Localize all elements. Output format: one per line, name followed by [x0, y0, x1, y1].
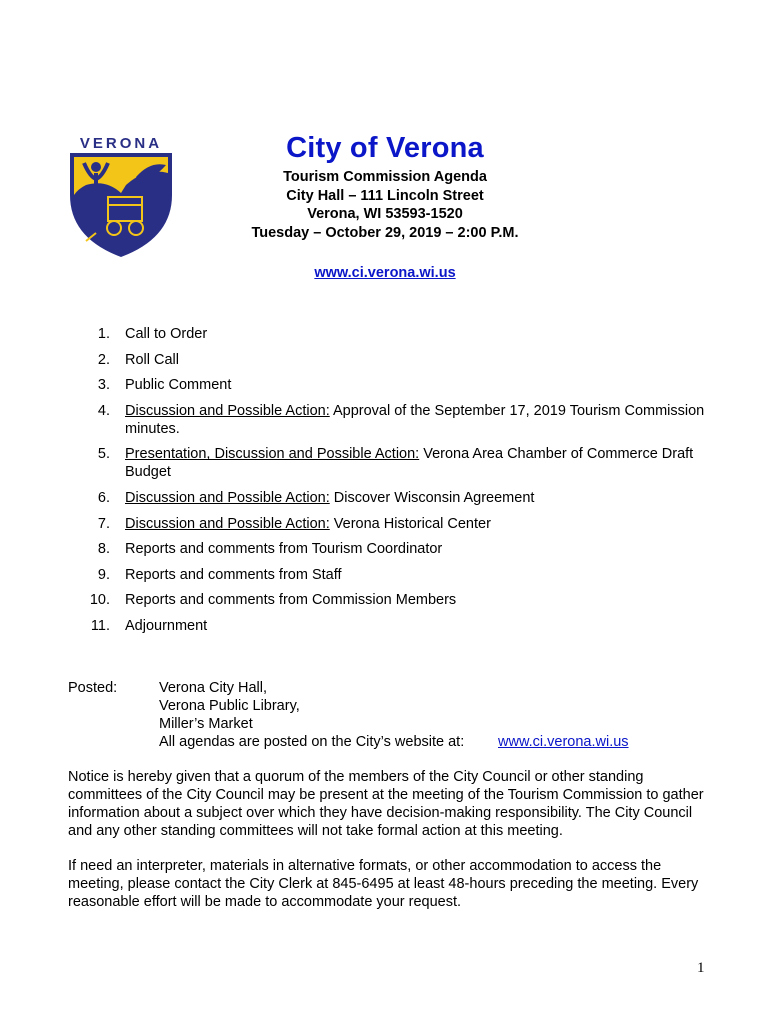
quorum-notice: Notice is hereby given that a quorum of the members of the City Council or other standing committees of the City Council may be present at the meeting of the Tourism Commission to gather information about a subject over which they have decision-making responsibility. The City Council and any other standing committees will not take formal action at this meeting.: [68, 769, 704, 839]
agenda-item: [80, 591, 720, 609]
agenda-item-text: Call to Order: [125, 326, 208, 342]
agenda-item: [80, 566, 720, 584]
address-line: City Hall – 111 Lincoln Street: [286, 187, 484, 204]
agenda-item-number: 7.: [97, 515, 110, 532]
posted-website-link[interactable]: www.ci.verona.wi.us: [498, 734, 629, 750]
agenda-item: [80, 325, 720, 343]
agenda-item: [80, 540, 720, 558]
posted-location: Verona City Hall,: [159, 680, 267, 696]
agenda-item: [80, 351, 720, 369]
agenda-item-text: Roll Call: [125, 351, 179, 368]
agenda-item-number: 1.: [97, 326, 110, 342]
city-state-zip: Verona, WI 53593-1520: [307, 206, 463, 222]
agenda-item-number: 8.: [97, 541, 110, 558]
page-title: City of Verona: [286, 132, 484, 164]
agenda-item-number: 10.: [89, 592, 110, 609]
agenda-item-action-type: Discussion and Possible Action:: [125, 402, 330, 419]
page-number: 1: [697, 960, 705, 976]
logo-wordmark: VERONA: [79, 135, 163, 152]
agenda-item-text: Reports and comments from Commission Members: [125, 592, 457, 609]
agenda-item-text: Verona Historical Center: [329, 515, 491, 532]
agenda-item-number: 11.: [90, 617, 110, 634]
verona-crest-logo: [66, 133, 176, 259]
agenda-item-number: 4.: [97, 402, 110, 419]
posted-location: Verona Public Library,: [159, 698, 300, 714]
agenda-item-text: Discover Wisconsin Agreement: [329, 489, 535, 506]
agenda-item-text: Public Comment: [125, 377, 232, 394]
agenda-item-text: Reports and comments from Staff: [125, 566, 342, 583]
agenda-item: [80, 515, 720, 533]
agenda-item-number: 5.: [97, 446, 110, 463]
agenda-item-number: 6.: [97, 489, 110, 506]
accommodation-notice: If need an interpreter, materials in alternative formats, or other accommodation to access the meeting, please contact the City Clerk at 845-6495 at least 48-hours preceding the meeting. Every reasonable effort will be made to accommodate your request.: [68, 858, 699, 910]
posted-locations: [159, 679, 719, 751]
agenda-item: [80, 376, 720, 394]
posted-label: Posted:: [68, 680, 118, 696]
agenda-item-action-type: Discussion and Possible Action:: [125, 515, 330, 532]
agenda-subtitle: Tourism Commission Agenda: [283, 169, 487, 185]
posted-website-text: All agendas are posted on the City’s website at:: [159, 734, 465, 750]
crest-figure-head: [91, 162, 101, 172]
header: [210, 130, 560, 282]
agenda-item-text: Verona Area Chamber of Commerce Draft Budget: [125, 446, 694, 481]
agenda-item: [80, 489, 720, 507]
agenda-item-text: Approval of the September 17, 2019 Tourism Commission minutes.: [125, 402, 705, 437]
agenda-item-number: 9.: [97, 566, 110, 583]
agenda-item-text: Adjournment: [125, 617, 208, 634]
website-link[interactable]: www.ci.verona.wi.us: [314, 265, 456, 281]
posted-location: Miller’s Market: [159, 716, 253, 732]
agenda-item: [80, 445, 720, 481]
posted-website-line: [159, 733, 719, 751]
agenda-item: [80, 402, 720, 438]
agenda-item-number: 3.: [97, 377, 110, 394]
agenda-item-action-type: Discussion and Possible Action:: [125, 489, 330, 506]
agenda-item-text: Reports and comments from Tourism Coordinator: [125, 541, 443, 558]
agenda-item: [80, 617, 720, 635]
agenda-item-number: 2.: [97, 351, 110, 368]
meeting-datetime: Tuesday – October 29, 2019 – 2:00 P.M.: [251, 224, 519, 241]
agenda-list: [80, 325, 720, 643]
agenda-item-action-type: Presentation, Discussion and Possible Action:: [125, 446, 420, 463]
